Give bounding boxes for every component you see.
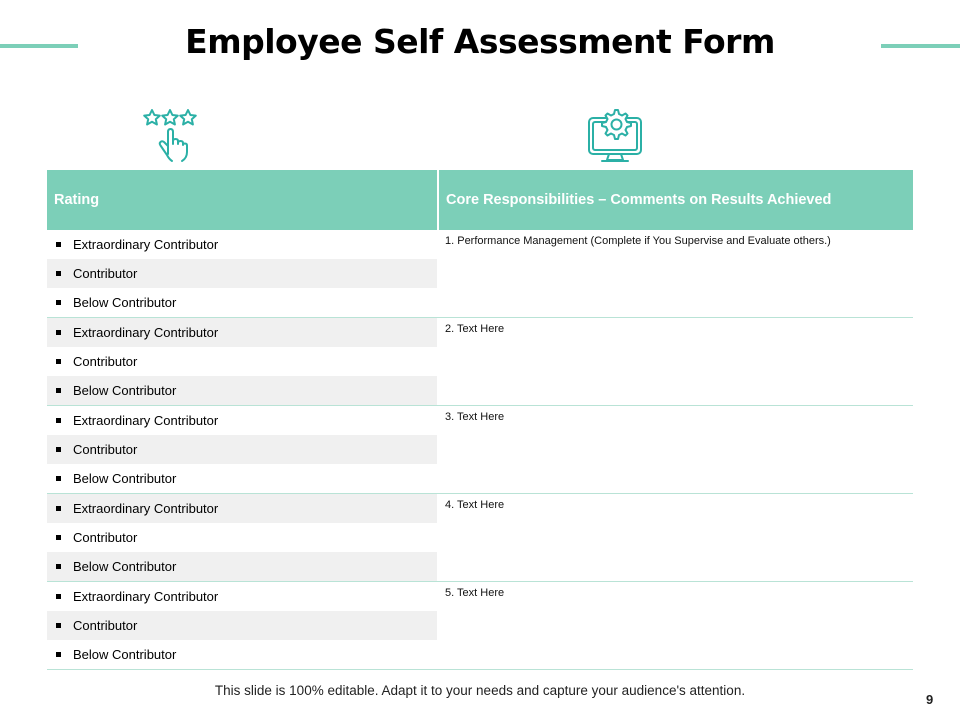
rating-option xyxy=(47,406,437,435)
rating-option xyxy=(47,611,437,640)
gear-monitor-icon xyxy=(584,108,646,166)
bullet-icon xyxy=(56,535,61,540)
rating-option xyxy=(47,288,437,317)
stars-hand-icon xyxy=(142,108,200,164)
rating-option-label: Extraordinary Contributor xyxy=(73,589,219,604)
rating-option-label: Contributor xyxy=(73,266,138,281)
bullet-icon xyxy=(56,330,61,335)
page-title: Employee Self Assessment Form xyxy=(185,22,775,61)
rating-options xyxy=(47,230,437,317)
rating-options xyxy=(47,318,437,405)
rating-option-label: Contributor xyxy=(73,618,138,633)
rating-options xyxy=(47,494,437,581)
rating-options xyxy=(47,406,437,493)
rating-option-label: Extraordinary Contributor xyxy=(73,325,219,340)
rating-option xyxy=(47,494,437,523)
bullet-icon xyxy=(56,271,61,276)
rating-option xyxy=(47,230,437,259)
rating-option-label: Contributor xyxy=(73,530,138,545)
bullet-icon xyxy=(56,300,61,305)
rating-option-label: Below Contributor xyxy=(73,295,177,310)
bullet-icon xyxy=(56,623,61,628)
table-body xyxy=(47,230,913,670)
table-group xyxy=(47,230,913,318)
bullet-icon xyxy=(56,476,61,481)
page-number: 9 xyxy=(926,692,934,707)
rating-option xyxy=(47,552,437,581)
rating-option-label: Contributor xyxy=(73,354,138,369)
bullet-icon xyxy=(56,359,61,364)
rating-option xyxy=(47,523,437,552)
bullet-icon xyxy=(56,242,61,247)
assessment-table xyxy=(47,170,913,670)
bullet-icon xyxy=(56,652,61,657)
rating-option xyxy=(47,318,437,347)
rating-option-label: Below Contributor xyxy=(73,383,177,398)
comment-cell: 4. Text Here xyxy=(445,499,505,511)
rating-option xyxy=(47,259,437,288)
table-group xyxy=(47,318,913,406)
rating-option xyxy=(47,640,437,669)
comment-cell: 1. Performance Management (Complete if You Supervise and Evaluate others.) xyxy=(445,235,831,247)
table-group xyxy=(47,406,913,494)
bullet-icon xyxy=(56,564,61,569)
rating-option xyxy=(47,464,437,493)
comment-cell: 5. Text Here xyxy=(445,587,505,599)
rating-option-label: Extraordinary Contributor xyxy=(73,413,219,428)
bullet-icon xyxy=(56,506,61,511)
rating-option xyxy=(47,347,437,376)
footer-note: This slide is 100% editable. Adapt it to your needs and capture your audience's attention. xyxy=(214,683,746,698)
table-header xyxy=(47,170,913,230)
bullet-icon xyxy=(56,447,61,452)
table-group xyxy=(47,582,913,670)
rating-options xyxy=(47,582,437,669)
bullet-icon xyxy=(56,388,61,393)
rating-option-label: Contributor xyxy=(73,442,138,457)
comment-cell: 3. Text Here xyxy=(445,411,505,423)
bullet-icon xyxy=(56,594,61,599)
rating-option-label: Extraordinary Contributor xyxy=(73,501,219,516)
bullet-icon xyxy=(56,418,61,423)
rating-option xyxy=(47,376,437,405)
table-group xyxy=(47,494,913,582)
rating-option-label: Extraordinary Contributor xyxy=(73,237,219,252)
rating-option-label: Below Contributor xyxy=(73,647,177,662)
header-rating: Rating xyxy=(47,170,437,230)
rating-option-label: Below Contributor xyxy=(73,559,177,574)
rating-option xyxy=(47,582,437,611)
comment-cell: 2. Text Here xyxy=(445,323,505,335)
rating-option xyxy=(47,435,437,464)
rating-option-label: Below Contributor xyxy=(73,471,177,486)
header-core-responsibilities: Core Responsibilities – Comments on Results Achieved xyxy=(439,170,913,230)
